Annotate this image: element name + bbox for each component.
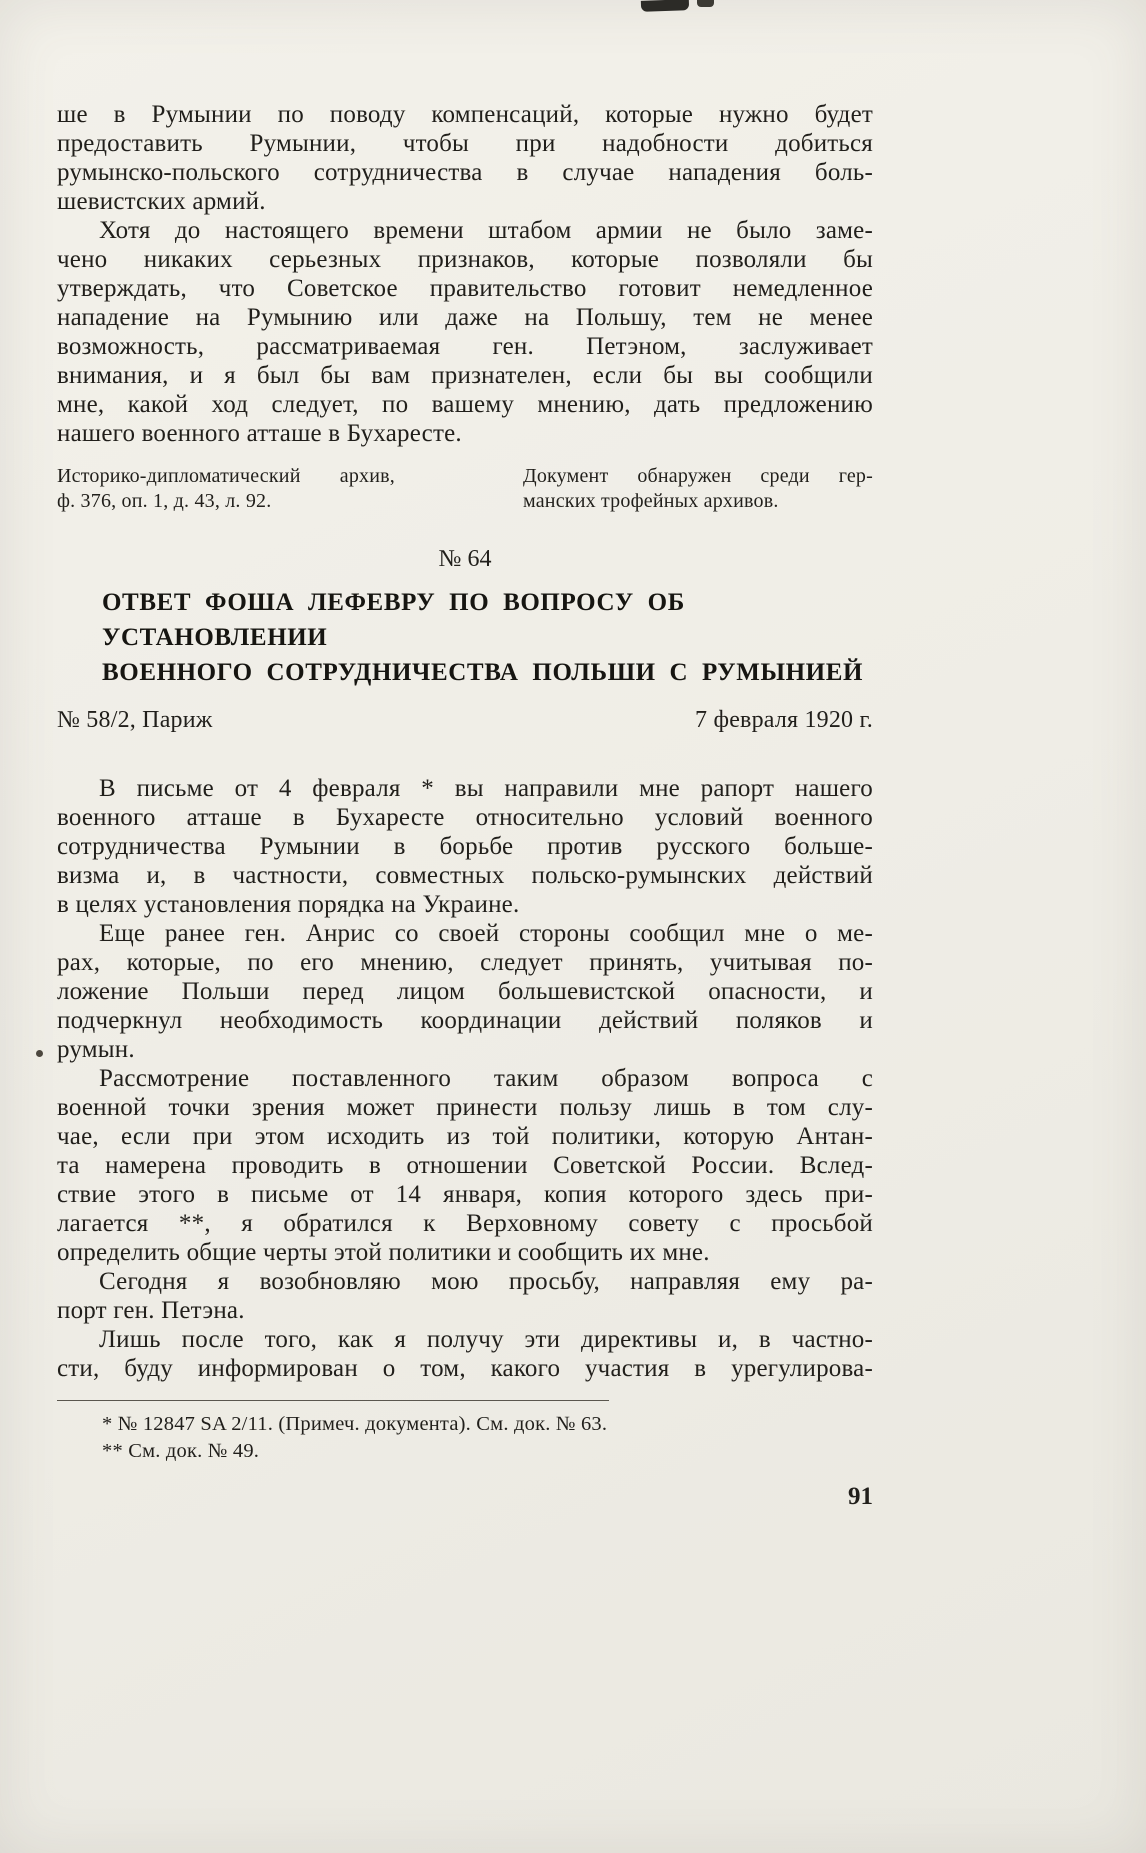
dateline: [57, 707, 873, 734]
scan-smudge: [641, 0, 689, 12]
paragraph: Еще ранее ген. Анрис со своей стороны сообщил мне о ме- рах, которые, по его мнению, следует принять, учитывая по- ложение Польши перед лицом большевистской опасности, и подчеркнул необходимость координации действий поляков и румын.: [57, 920, 873, 1063]
previous-document-end: [57, 100, 873, 514]
document-body: [57, 774, 873, 1383]
footnote: ** См. док. № 49.: [102, 1440, 260, 1462]
page-content: [57, 100, 873, 1511]
paragraph-continuation: ше в Румынии по поводу компенсаций, которые нужно будет предоставить Румынии, чтобы при надобности добиться румынско-польского сотрудничества в случае нападения боль- шевистских армий.: [57, 101, 873, 215]
document-number: № 64: [438, 546, 492, 572]
paragraph: Лишь после того, как я получу эти директивы и, в частно- сти, буду информирован о том, какого участия в урегулирова-: [57, 1326, 873, 1382]
scan-smudge: [697, 0, 714, 7]
archive-provenance: Документ обнаружен среди гер- манских трофейных архивов.: [523, 465, 873, 512]
document-date: 7 февраля 1920 г.: [695, 707, 873, 733]
archive-reference: Историко-дипломатический архив, ф. 376, оп. 1, д. 43, л. 92.: [57, 465, 395, 512]
document-64: [57, 546, 873, 1465]
archive-note: [57, 464, 873, 514]
paragraph: Хотя до настоящего времени штабом армии не было заме- чено никаких серьезных признаков, которые позволяли бы утверждать, что Советское правительство готовит немедленное нападение на Румынию или даже на Польшу, тем не менее возможность, рассматриваемая ген. Петэном, заслуживает внимания, и я был бы вам признателен, если бы вы сообщили мне, какой ход следует, по вашему мнению, дать предложению нашего военного атташе в Бухаресте.: [57, 217, 873, 447]
footnote-separator: [57, 1400, 609, 1401]
footnotes: [102, 1411, 873, 1465]
print-dot-artifact: [36, 1050, 43, 1057]
paragraph: Рассмотрение поставленного таким образом вопроса с военной точки зрения может принести пользу лишь в том слу- чае, если при этом исходить из той политики, которую Антан- та намерена проводить в отношении Советской России. Вслед- ствие этого в письме от 14 января, копия которого здесь при- лагается **, я обратился к Верховному совету с просьбой определить общие черты этой политики и сообщить их мне.: [57, 1065, 873, 1266]
document-title: ОТВЕТ ФОША ЛЕФЕВРУ ПО ВОПРОСУ ОБ УСТАНОВЛЕНИИ ВОЕННОГО СОТРУДНИЧЕСТВА ПОЛЬШИ С РУМЫНИЕЙ: [102, 589, 864, 686]
document-reference: № 58/2, Париж: [57, 707, 213, 733]
footnote: * № 12847 SA 2/11. (Примеч. документа). См. док. № 63.: [102, 1413, 608, 1435]
page-number: 91: [848, 1483, 873, 1510]
paragraph: Сегодня я возобновляю мою просьбу, направляя ему ра- порт ген. Петэна.: [57, 1268, 873, 1324]
paragraph: В письме от 4 февраля * вы направили мне рапорт нашего военного атташе в Бухаресте относительно условий военного сотрудничества Румынии в борьбе против русского больше- визма и, в частности, совместных польско-румынских действий в целях установления порядка на Украине.: [57, 775, 873, 918]
